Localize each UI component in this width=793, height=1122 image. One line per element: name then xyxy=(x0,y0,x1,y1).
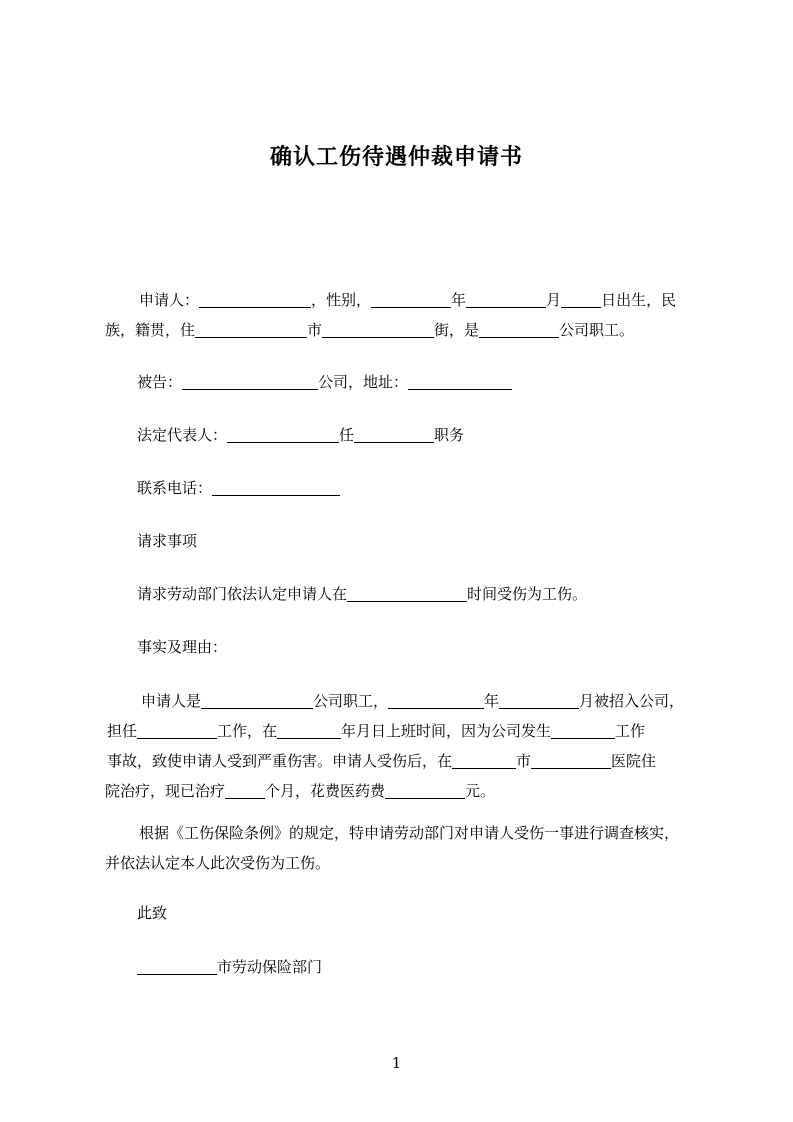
defendant-label: 被告： xyxy=(137,373,183,391)
birth-month-blank xyxy=(561,289,601,308)
treatment-months-blank xyxy=(225,780,265,799)
defendant-address-label: 公司，地址： xyxy=(318,373,409,391)
street-label: 街，是 xyxy=(434,321,480,339)
injury-text: 事故，致使申请人受到严重伤害。申请人受伤后，在 xyxy=(107,752,453,770)
hospital-name-blank xyxy=(531,750,611,769)
legal-rep-label: 法定代表人： xyxy=(137,426,228,444)
regulation-line-1: 根据《工伤保险条例》的规定，特申请劳动部门对申请人受伤一事进行调查核实， xyxy=(139,824,680,842)
request-line xyxy=(137,579,737,609)
facts-employee-label: 公司职工， xyxy=(313,692,389,710)
hire-year-label: 年 xyxy=(484,692,500,710)
phone-line xyxy=(137,473,737,503)
recipient-line xyxy=(137,952,737,982)
defendant-address-blank xyxy=(408,371,512,390)
accident-type-blank xyxy=(551,720,615,739)
hire-month-blank xyxy=(499,690,579,709)
medical-cost-label: 个月，花费医药费 xyxy=(265,782,386,800)
legal-representative-line xyxy=(137,420,737,450)
closing-salutation: 此致 xyxy=(137,904,168,922)
hire-month-label: 月被招入公司， xyxy=(579,692,685,710)
treatment-text: 院治疗，现已治疗 xyxy=(105,782,226,800)
legal-rep-name-blank xyxy=(227,424,339,443)
month-label: 月 xyxy=(546,291,562,309)
currency-label: 元。 xyxy=(465,782,496,800)
year-label: 年 xyxy=(451,291,467,309)
medical-cost-blank xyxy=(385,780,465,799)
applicant-name-blank xyxy=(199,289,311,308)
document-title: 确认工伤待遇仲裁申请书 xyxy=(269,145,523,170)
applicant-paragraph xyxy=(105,285,705,345)
position-blank xyxy=(354,424,434,443)
request-heading: 请求事项 xyxy=(137,532,198,550)
accident-cause-text: 年月日上班时间，因为公司发生 xyxy=(341,722,552,740)
residence-blank xyxy=(195,319,307,338)
facts-heading: 事实及理由： xyxy=(137,638,228,656)
page-number: 1 xyxy=(391,1054,402,1072)
facts-paragraph xyxy=(105,686,705,806)
hire-year-blank xyxy=(388,690,484,709)
request-text: 请求劳动部门依法认定申请人在 xyxy=(137,585,348,603)
street-blank xyxy=(322,319,434,338)
job-label: 担任 xyxy=(107,722,138,740)
regulation-line-2: 并依法认定本人此次受伤为工伤。 xyxy=(105,854,331,872)
job-blank xyxy=(137,720,217,739)
position-prefix: 任 xyxy=(339,426,355,444)
recipient-label: 市劳动保险部门 xyxy=(217,958,323,976)
defendant-company-blank xyxy=(182,371,318,390)
birth-year-blank xyxy=(466,289,546,308)
facts-applicant-label: 申请人是 xyxy=(141,692,202,710)
recipient-city-blank xyxy=(137,956,217,975)
defendant-line xyxy=(137,367,737,397)
city-label: 市 xyxy=(307,321,323,339)
gender-label: ，性别， xyxy=(311,291,372,309)
request-text-end: 时间受伤为工伤。 xyxy=(467,585,588,603)
residence-label: 族，籍贯，住 xyxy=(105,321,196,339)
hospital-label: 医院住 xyxy=(611,752,657,770)
facts-company-blank xyxy=(201,690,313,709)
applicant-label: 申请人： xyxy=(139,291,200,309)
hospital-city-label: 市 xyxy=(516,752,532,770)
injury-time-blank xyxy=(347,583,467,602)
phone-label: 联系电话： xyxy=(137,479,213,497)
accident-date-label: 工作，在 xyxy=(217,722,278,740)
company-blank xyxy=(479,319,559,338)
regulation-paragraph xyxy=(105,818,705,878)
position-suffix: 职务 xyxy=(434,426,465,444)
gender-blank xyxy=(371,289,451,308)
accident-date-blank xyxy=(277,720,341,739)
phone-blank xyxy=(212,477,340,496)
day-label: 日出生，民 xyxy=(601,291,677,309)
hospital-city-blank xyxy=(452,750,516,769)
company-label: 公司职工。 xyxy=(559,321,635,339)
accident-type-label: 工作 xyxy=(615,722,646,740)
